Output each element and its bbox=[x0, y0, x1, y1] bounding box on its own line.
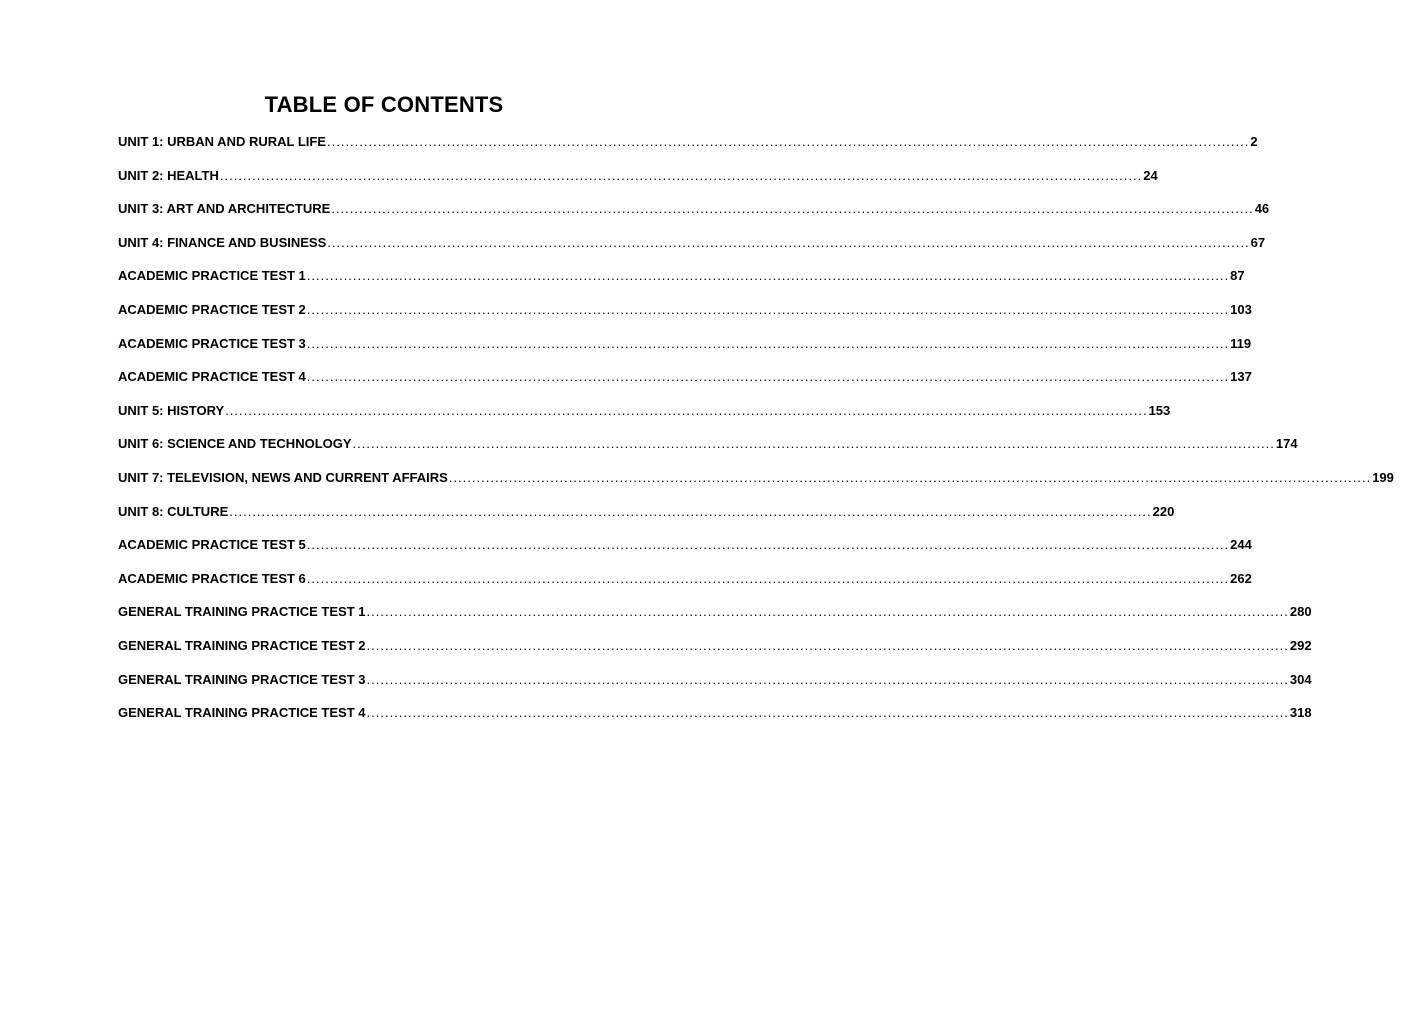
toc-entry-label: GENERAL TRAINING PRACTICE TEST 3 bbox=[118, 671, 366, 687]
toc-entry bbox=[118, 566, 1252, 600]
toc-entry bbox=[118, 129, 1258, 163]
toc-entry-label: UNIT 4: FINANCE AND BUSINESS bbox=[118, 234, 327, 250]
toc-entry bbox=[118, 230, 1266, 264]
toc-entry bbox=[118, 196, 1270, 230]
toc-entry-label: GENERAL TRAINING PRACTICE TEST 4 bbox=[118, 705, 366, 721]
toc-entry-page: 318 bbox=[1289, 705, 1312, 721]
toc-entry bbox=[118, 398, 1171, 432]
toc-entry bbox=[118, 297, 1252, 331]
toc-entry-page: 46 bbox=[1254, 201, 1270, 217]
toc-entry-page: 87 bbox=[1230, 268, 1245, 284]
toc-leader-dots: ........................................................................................................................................................................................................ bbox=[306, 301, 1230, 317]
toc-entry-page: 174 bbox=[1275, 436, 1298, 452]
toc-entry-page: 119 bbox=[1230, 335, 1252, 351]
toc-entry-page: 24 bbox=[1143, 167, 1158, 183]
toc-entry-page: 292 bbox=[1289, 637, 1312, 653]
toc-entry-label: ACADEMIC PRACTICE TEST 3 bbox=[118, 335, 306, 351]
toc-entry bbox=[118, 163, 1158, 197]
toc-entry-page: 67 bbox=[1250, 234, 1266, 250]
toc-entry-label: ACADEMIC PRACTICE TEST 5 bbox=[118, 537, 306, 553]
toc-entry-label: ACADEMIC PRACTICE TEST 4 bbox=[118, 369, 306, 385]
toc-entry bbox=[118, 532, 1252, 566]
table-of-contents bbox=[118, 129, 1394, 734]
toc-entry-page: 262 bbox=[1230, 570, 1252, 586]
toc-entry-label: UNIT 8: CULTURE bbox=[118, 503, 229, 519]
toc-entry-label: ACADEMIC PRACTICE TEST 2 bbox=[118, 301, 306, 317]
toc-leader-dots: ........................................................................................................................................................................................................ bbox=[229, 503, 1152, 519]
toc-entry bbox=[118, 667, 1312, 701]
toc-entry bbox=[118, 499, 1175, 533]
toc-entry-label: GENERAL TRAINING PRACTICE TEST 2 bbox=[118, 637, 366, 653]
toc-leader-dots: ........................................................................................................................................................................................................ bbox=[366, 705, 1289, 721]
toc-entry bbox=[118, 599, 1312, 633]
toc-entry-label: ACADEMIC PRACTICE TEST 6 bbox=[118, 570, 306, 586]
toc-leader-dots: ........................................................................................................................................................................................................ bbox=[306, 335, 1230, 351]
toc-leader-dots: ........................................................................................................................................................................................................ bbox=[448, 469, 1372, 485]
toc-entry-label: UNIT 2: HEALTH bbox=[118, 167, 219, 183]
toc-entry-label: UNIT 3: ART AND ARCHITECTURE bbox=[118, 201, 331, 217]
toc-entry-page: 2 bbox=[1250, 134, 1258, 149]
toc-entry bbox=[118, 331, 1252, 365]
toc-leader-dots: ........................................................................................................................................................................................................ bbox=[306, 369, 1230, 385]
toc-leader-dots: ........................................................................................................................................................................................................ bbox=[306, 537, 1230, 553]
toc-entry-page: 199 bbox=[1372, 469, 1394, 485]
page-title: TABLE OF CONTENTS bbox=[264, 92, 504, 117]
toc-entry-page: 153 bbox=[1148, 402, 1171, 418]
toc-entry-page: 220 bbox=[1152, 503, 1175, 519]
toc-entry bbox=[118, 465, 1394, 499]
toc-leader-dots: ........................................................................................................................................................................................................ bbox=[331, 201, 1254, 217]
toc-entry bbox=[118, 431, 1298, 465]
toc-leader-dots: ........................................................................................................................................................................................................ bbox=[306, 570, 1230, 586]
toc-leader-dots: ........................................................................................................................................................................................................ bbox=[366, 671, 1289, 687]
toc-entry-label: UNIT 7: TELEVISION, NEWS AND CURRENT AFFAIRS bbox=[118, 469, 448, 485]
toc-entry-label: UNIT 1: URBAN AND RURAL LIFE bbox=[118, 134, 326, 149]
toc-entry bbox=[118, 700, 1312, 734]
toc-leader-dots: ........................................................................................................................................................................................................ bbox=[219, 167, 1143, 183]
toc-leader-dots: ........................................................................................................................................................................................................ bbox=[225, 402, 1148, 418]
toc-entry-page: 137 bbox=[1230, 369, 1252, 385]
toc-entry-label: UNIT 6: SCIENCE AND TECHNOLOGY bbox=[118, 436, 352, 452]
toc-entry-label: GENERAL TRAINING PRACTICE TEST 1 bbox=[118, 604, 366, 620]
toc-entry-page: 103 bbox=[1230, 301, 1252, 317]
toc-leader-dots: ........................................................................................................................................................................................................ bbox=[366, 604, 1289, 620]
toc-leader-dots: ........................................................................................................................................................................................................ bbox=[327, 234, 1250, 250]
toc-entry-label: ACADEMIC PRACTICE TEST 1 bbox=[118, 268, 306, 284]
toc-entry bbox=[118, 263, 1245, 297]
toc-entry-label: UNIT 5: HISTORY bbox=[118, 402, 225, 418]
toc-entry bbox=[118, 633, 1312, 667]
toc-leader-dots: ........................................................................................................................................................................................................ bbox=[306, 268, 1230, 284]
toc-entry-page: 244 bbox=[1230, 537, 1252, 553]
toc-entry bbox=[118, 364, 1252, 398]
toc-leader-dots: ........................................................................................................................................................................................................ bbox=[327, 134, 1250, 149]
toc-leader-dots: ........................................................................................................................................................................................................ bbox=[352, 436, 1275, 452]
toc-leader-dots: ........................................................................................................................................................................................................ bbox=[366, 637, 1289, 653]
toc-entry-page: 304 bbox=[1289, 671, 1312, 687]
toc-entry-page: 280 bbox=[1289, 604, 1312, 620]
